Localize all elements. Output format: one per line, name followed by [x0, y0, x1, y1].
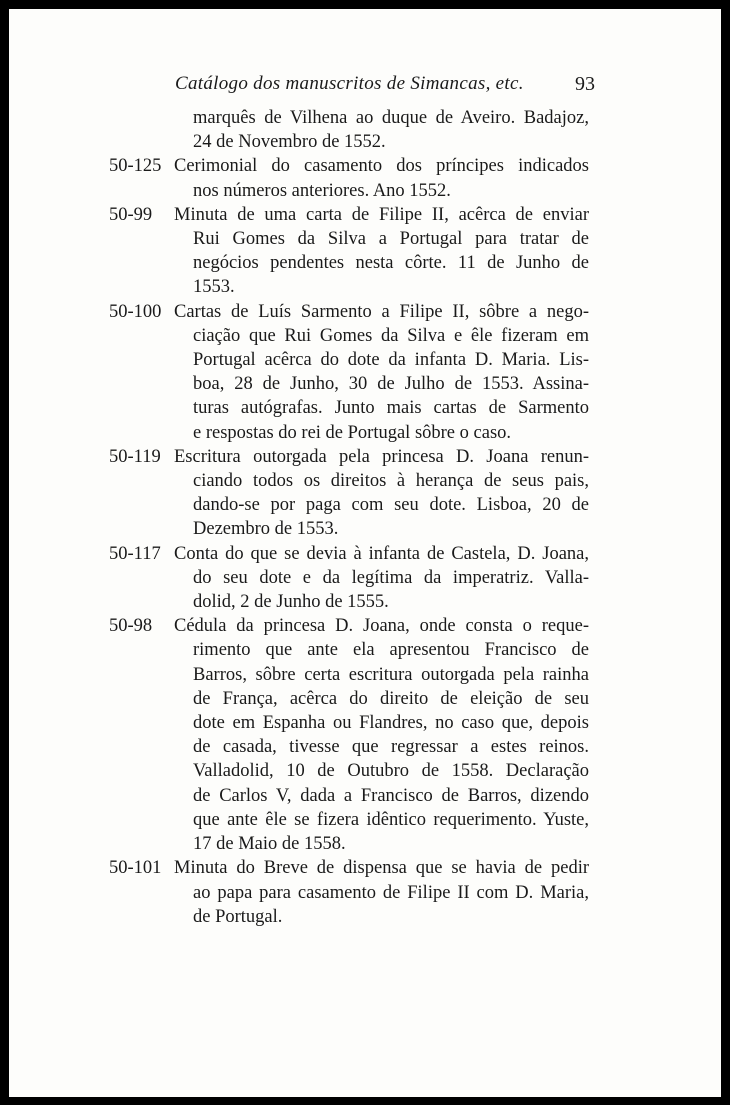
entry-line: Valladolid, 10 de Outubro de 1558. Declaração [193, 761, 589, 782]
entry-line: 24 de Novembro de 1552. [193, 132, 386, 153]
catalog-entry [109, 614, 589, 856]
catalog-entry [109, 203, 589, 300]
entry-line: de Portugal. [193, 906, 283, 927]
page [9, 9, 721, 1097]
entry-line: Minuta de uma carta de Filipe II, acêrca de enviar [174, 204, 589, 225]
catalog-entry [109, 154, 589, 202]
entry-code: 50-100 [109, 301, 162, 322]
entry-line: Portugal acêrca do dote da infanta D. Maria. Lis- [193, 350, 589, 371]
entry-line: Cartas de Luís Sarmento a Filipe II, sôbre a nego- [174, 301, 589, 322]
entry-line: 17 de Maio de 1558. [193, 834, 346, 855]
entry-line: ao papa para casamento de Filipe II com D. Maria, [193, 882, 589, 903]
entry-text [174, 445, 589, 542]
entry-code: 50-99 [109, 204, 153, 225]
entry-line: ciação que Rui Gomes da Silva e êle fizeram em [193, 325, 589, 346]
entry-line: Cerimonial do casamento dos príncipes indicados [174, 156, 589, 177]
entry-line: Minuta do Breve de dispensa que se havia de pedir [174, 858, 589, 879]
entry-code: 50-117 [109, 543, 161, 564]
entry-line: de casada, tivesse que regressar a estes reinos. [193, 737, 589, 758]
entry-line: e respostas do rei de Portugal sôbre o caso. [193, 422, 512, 443]
entry-line: do seu dote e da legítima da imperatriz. Valla- [193, 567, 589, 588]
entry-line: ciando todos os direitos à herança de seus pais, [193, 471, 589, 492]
entry-line: de Carlos V, dada a Francisco de Barros, dizendo [193, 785, 589, 806]
entry-line: Barros, sôbre certa escritura outorgada pela rainha [193, 664, 589, 685]
entry-line: de França, acêrca do direito de eleição de seu [193, 688, 589, 709]
entry-text [174, 203, 589, 300]
entry-line: nos números anteriores. Ano 1552. [193, 180, 451, 201]
entry-line: que ante êle se fizera idêntico requerimento. Yuste, [193, 809, 589, 830]
entry-line: turas autógrafas. Junto mais cartas de Sarmento [193, 398, 589, 419]
entry-line: 1553. [193, 277, 235, 298]
entry-code: 50-98 [109, 616, 153, 637]
entry-text [174, 154, 589, 202]
running-title: Catálogo dos manuscritos de Simancas, etc. [175, 73, 524, 94]
entry-code: 50-119 [109, 446, 161, 467]
entry-line: dote em Espanha ou Flandres, no caso que, depois [193, 713, 589, 734]
entry-code: 50-125 [109, 156, 162, 177]
entry-line: Dezembro de 1553. [193, 519, 339, 540]
entry-line: Escritura outorgada pela princesa D. Joana renun- [174, 446, 589, 467]
entry-line: boa, 28 de Junho, 30 de Julho de 1553. Assina- [193, 374, 589, 395]
entry-text [174, 856, 589, 929]
catalog-entry [109, 856, 589, 929]
entry-line: rimento que ante ela apresentou Francisco de [193, 640, 589, 661]
catalog-entry [109, 542, 589, 615]
entry-code: 50-101 [109, 858, 162, 879]
entry-line: negócios pendentes nesta côrte. 11 de Junho de [193, 253, 589, 274]
entry-line: marquês de Vilhena ao duque de Aveiro. Badajoz, [193, 108, 589, 128]
entry-line: Rui Gomes da Silva a Portugal para tratar de [193, 229, 589, 250]
entry-text [174, 300, 589, 445]
entry-line: dolid, 2 de Junho de 1555. [193, 592, 389, 613]
entry-line: Cédula da princesa D. Joana, onde consta o reque- [174, 616, 589, 637]
entry-text [174, 614, 589, 856]
catalog-entry [109, 300, 589, 445]
catalog-entry [109, 106, 589, 154]
running-head [175, 73, 605, 99]
catalog-entries [109, 106, 589, 929]
catalog-entry [109, 445, 589, 542]
entry-text [174, 106, 589, 154]
page-number: 93 [575, 73, 595, 95]
entry-line: Conta do que se devia à infanta de Castela, D. Joana, [174, 543, 589, 564]
entry-text [174, 542, 589, 615]
entry-line: dando-se por paga com seu dote. Lisboa, 20 de [193, 495, 589, 516]
